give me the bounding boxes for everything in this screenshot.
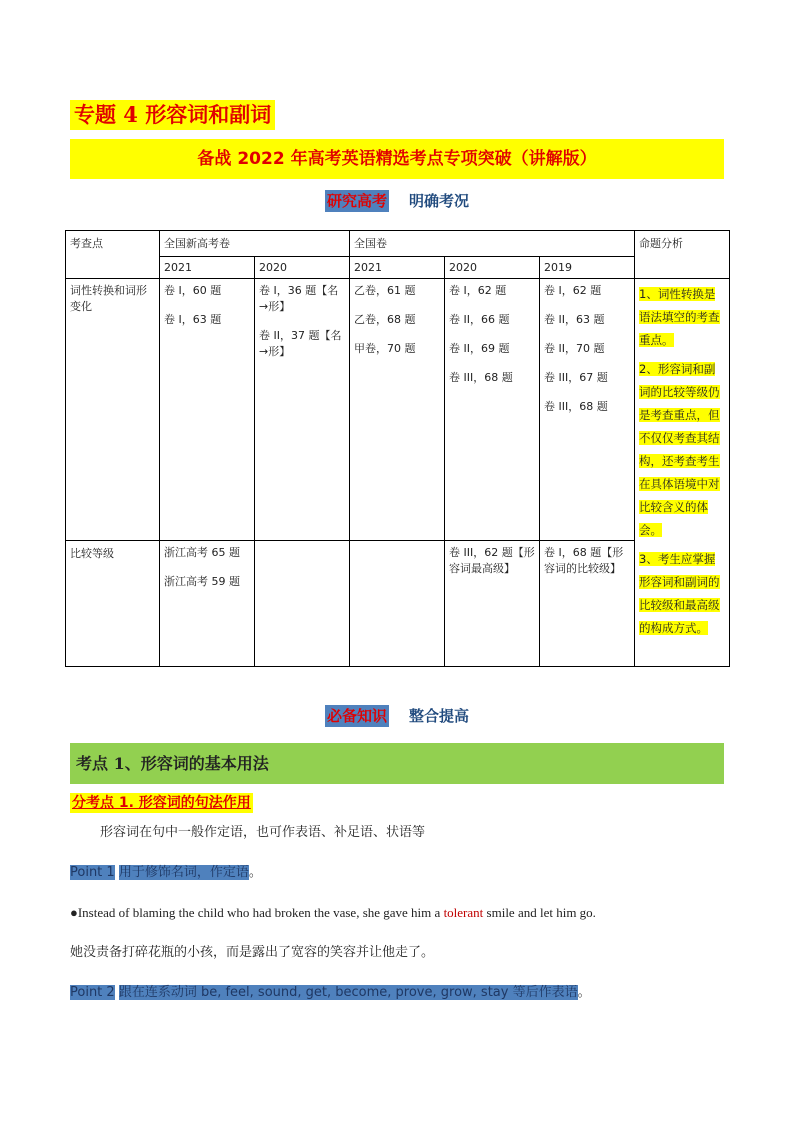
row-label-word-form: 词性转换和词形变化 <box>66 279 160 541</box>
kaodian-1-heading: 考点 1、形容词的基本用法 <box>70 743 724 784</box>
header-kaochadian: 考查点 <box>66 231 160 279</box>
cell-new-2021: 卷 I，60 题 卷 I，63 题 <box>160 279 255 541</box>
section-heading-red: 研究高考 <box>326 192 387 210</box>
point-2-text: 跟在连系动词 be, feel, sound, get, become, prove, grow, stay 等后作表语 <box>118 985 578 1000</box>
cell-empty-1 <box>255 541 350 667</box>
analysis-point-1: 1、词性转换是语法填空的考查重点。 <box>639 287 720 347</box>
cell-comparative: 卷 I，68 题【形容词的比较级】 <box>540 541 635 667</box>
year-2021-new: 2021 <box>160 257 255 279</box>
row-label-comparison: 比较等级 <box>66 541 160 667</box>
topic-title: 专题 4 形容词和副词 <box>70 100 275 130</box>
section-heading-research <box>0 190 794 211</box>
year-2020-new: 2020 <box>255 257 350 279</box>
point-1-text: 用于修饰名词，作定语 <box>118 865 249 880</box>
header-analysis: 命题分析 <box>635 231 730 279</box>
section-heading-blue-2: 整合提高 <box>409 707 470 725</box>
highlighted-word: tolerant <box>443 905 484 920</box>
document-subtitle: 备战 2022 年高考英语精选考点专项突破（讲解版） <box>70 139 724 179</box>
exam-table <box>65 230 730 667</box>
point-1-end: 。 <box>248 865 262 880</box>
cell-national-2021: 乙卷，61 题 乙卷，68 题 甲卷，70 题 <box>350 279 445 541</box>
section-heading-knowledge <box>0 705 794 726</box>
cell-new-2020: 卷 I，36 题【名→形】 卷 II，37 题【名→形】 <box>255 279 350 541</box>
section-heading-blue: 明确考况 <box>409 192 470 210</box>
header-national: 全国卷 <box>350 231 635 257</box>
year-2021-national: 2021 <box>350 257 445 279</box>
header-new-exam: 全国新高考卷 <box>160 231 350 257</box>
intro-paragraph: 形容词在句中一般作定语，也可作表语、补足语、状语等 <box>100 825 426 840</box>
cell-national-2020: 卷 I，62 题 卷 II，66 题 卷 II，69 题 卷 III，68 题 <box>445 279 540 541</box>
analysis-point-2: 2、形容词和副词的比较等级仍是考查重点，但不仅仅考查其结构，还考查考生在具体语境中对比较含义的体会。 <box>639 362 720 537</box>
point-1-line <box>70 864 262 882</box>
cell-national-2019: 卷 I，62 题 卷 II，63 题 卷 II，70 题 卷 III，67 题 卷 III，68 题 <box>540 279 635 541</box>
point-2-label: Point 2 <box>70 985 115 1000</box>
analysis-point-3: 3、考生应掌握形容词和副词的比较级和最高级的构成方式。 <box>639 552 720 635</box>
analysis-cell <box>635 279 730 667</box>
cell-zhejiang: 浙江高考 65 题 浙江高考 59 题 <box>160 541 255 667</box>
fenkaodian-1-heading: 分考点 1. 形容词的句法作用 <box>72 795 251 811</box>
cell-empty-2 <box>350 541 445 667</box>
point-1-label: Point 1 <box>70 865 115 880</box>
example-1: ●Instead of blaming the child who had broken the vase, she gave him a tolerant smile and let him go. <box>70 905 596 920</box>
point-2-end: 。 <box>577 985 591 1000</box>
translation-1: 她没责备打碎花瓶的小孩，而是露出了宽容的笑容并让他走了。 <box>70 945 435 960</box>
point-2-line <box>70 984 591 1002</box>
year-2019-national: 2019 <box>540 257 635 279</box>
cell-superlative: 卷 III，62 题【形容词最高级】 <box>445 541 540 667</box>
year-2020-national: 2020 <box>445 257 540 279</box>
section-heading-red-2: 必备知识 <box>326 707 387 725</box>
